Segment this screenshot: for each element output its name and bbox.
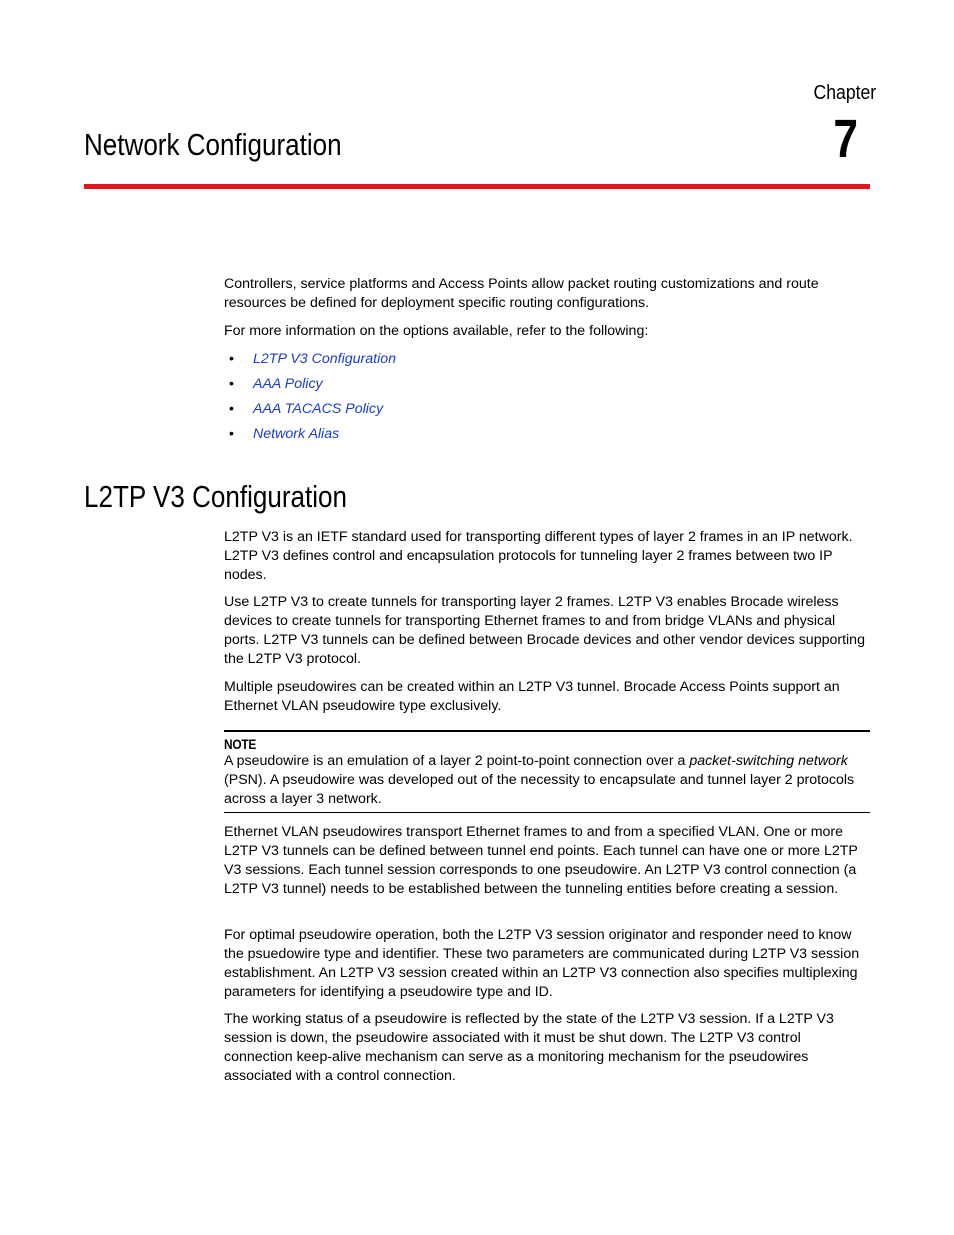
note-text-start: A pseudowire is an emulation of a layer 2 point-to-point connection over a — [224, 753, 690, 769]
note-text-end: (PSN). A pseudowire was developed out of the necessity to encapsulate and tunnel layer 2 protocols across a layer 3 network. — [224, 772, 855, 807]
bullet-icon: • — [229, 376, 234, 392]
bullet-icon: • — [229, 401, 234, 417]
note-top-rule — [224, 730, 870, 732]
link-network-alias[interactable]: Network Alias — [253, 426, 340, 442]
chapter-number: 7 — [833, 109, 858, 169]
toc-list-item — [229, 400, 383, 419]
bullet-icon: • — [229, 426, 234, 442]
toc-list-item — [229, 350, 396, 369]
intro-paragraph: Controllers, service platforms and Access Points allow packet routing customizations and route resources be defined for deployment specific routing configurations. — [224, 276, 819, 311]
note-text — [224, 752, 870, 809]
bullet-icon: • — [229, 351, 234, 367]
chapter-label: Chapter — [813, 82, 876, 104]
note-text-emphasis: packet-switching network — [689, 753, 848, 769]
section-paragraph: Multiple pseudowires can be created within an L2TP V3 tunnel. Brocade Access Points support an Ethernet VLAN pseudowire type exclusively. — [224, 679, 840, 714]
chapter-divider — [84, 184, 870, 189]
note-bottom-rule — [224, 812, 870, 813]
toc-list-item — [229, 375, 323, 394]
section-title: L2TP V3 Configuration — [84, 479, 347, 514]
section-paragraph: Ethernet VLAN pseudowires transport Ethernet frames to and from a specified VLAN. One or more L2TP V3 tunnels can be defined between tunnel end points. Each tunnel can have one or more L2TP V3 sessions. Each tunnel session corresponds to one pseudowire. An L2TP V3 control connection (a L2TP V3 tunnel) needs to be established between the tunneling entities before creating a session. — [224, 824, 858, 897]
link-aaa-policy[interactable]: AAA Policy — [253, 376, 323, 392]
section-paragraph: For optimal pseudowire operation, both the L2TP V3 session originator and responder need to know the psuedowire type and identifier. These two parameters are communicated during L2TP V3 session establishment. An L2TP V3 session created within an L2TP V3 connection also specifies multiplexing parameters for identifying a pseudowire type and ID. — [224, 927, 860, 1000]
section-paragraph: L2TP V3 is an IETF standard used for transporting different types of layer 2 frames in an IP network. L2TP V3 defines control and encapsulation protocols for tunneling layer 2 frames between two IP nodes. — [224, 529, 853, 583]
note-label: NOTE — [224, 736, 257, 752]
section-paragraph: Use L2TP V3 to create tunnels for transporting layer 2 frames. L2TP V3 enables Brocade wireless devices to create tunnels for transporting Ethernet frames to and from bridge VLANs and physical ports. L2TP V3 tunnels can be defined between Brocade devices and other vendor devices supporting the L2TP V3 protocol. — [224, 594, 865, 667]
link-aaa-tacacs-policy[interactable]: AAA TACACS Policy — [253, 401, 384, 417]
link-l2tp-v3-configuration[interactable]: L2TP V3 Configuration — [253, 351, 397, 367]
section-paragraph: The working status of a pseudowire is reflected by the state of the L2TP V3 session. If a L2TP V3 session is down, the pseudowire associated with it must be shut down. The L2TP V3 control connection keep-alive mechanism can serve as a monitoring mechanism for the pseudowires associated with a control connection. — [224, 1011, 834, 1084]
toc-list-item — [229, 425, 339, 444]
intro-reference-text: For more information on the options available, refer to the following: — [224, 323, 649, 339]
chapter-title: Network Configuration — [84, 127, 342, 162]
